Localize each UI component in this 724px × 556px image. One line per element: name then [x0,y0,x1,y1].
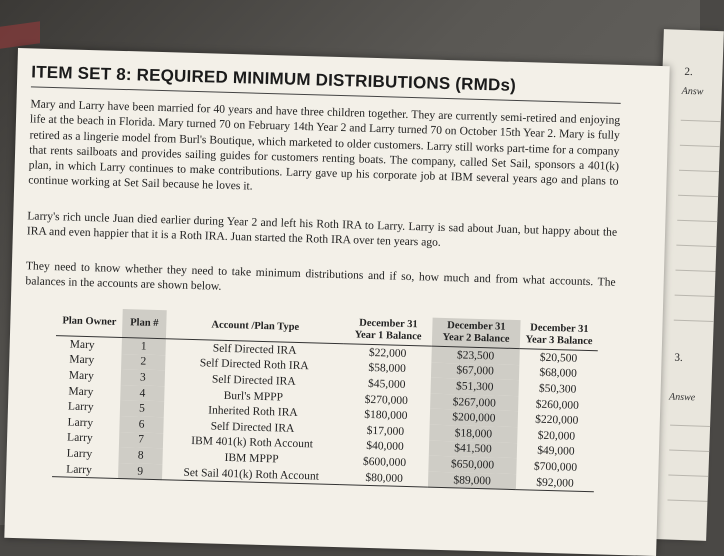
cell-year3-balance: $68,000 [539,367,577,381]
cell-year1-balance: $58,000 [368,362,407,376]
answer-line [679,170,719,172]
cell-account-type: Burl's MPPP [223,389,284,404]
cell-year2-balance: $23,500 [431,346,519,365]
cell-year3-balance: $49,000 [537,445,575,459]
cell-account-type: Set Sail 401(k) Roth Account [162,464,340,485]
answer-line [677,220,717,222]
cell-plan-number: 8 [118,447,162,464]
cell-year2-balance: $200,000 [430,409,518,427]
cell-owner: Larry [67,400,94,414]
cell-year1-balance: $45,000 [367,377,406,391]
cell-year2-balance: $267,000 [430,393,518,411]
cell-owner: Mary [68,385,94,398]
cell-year3-balance: $92,000 [516,474,594,492]
answer-line [675,270,715,272]
cell-plan-number: 3 [121,369,165,386]
answer-line [670,425,710,427]
cell-year1-balance: $270,000 [364,393,409,407]
cell-owner: Mary [69,353,95,367]
cell-owner: Larry [66,447,93,461]
cell-plan-number: 6 [119,416,163,433]
account-balances-table [52,307,599,492]
header-year2-balance: December 31 Year 2 Balance [432,318,521,349]
cell-owner: Larry [67,416,94,430]
cell-year2-balance: $89,000 [428,471,516,490]
item-set-title: ITEM SET 8: REQUIRED MINIMUM DISTRIBUTIONS (RMDs) [31,62,517,95]
cell-account-type: Self Directed IRA [211,373,296,388]
cell-plan-number: 4 [120,385,164,402]
cell-account-type: Inherited Roth IRA [208,404,298,420]
cell-account-type: IBM 401(k) Roth Account [191,435,314,451]
cell-year2-balance: $650,000 [428,456,516,474]
cell-year3-balance: $220,000 [535,413,579,427]
cell-year1-balance: $22,000 [368,346,407,360]
header-year1-balance: December 31 Year 1 Balance [344,315,433,346]
answer-line [669,450,709,452]
right-page-number-2: 2. [684,65,693,79]
cell-plan-number: 9 [118,463,162,480]
cell-account-type: IBM MPPP [224,451,279,466]
cell-plan-number: 1 [122,338,166,355]
cell-year1-balance: $17,000 [366,424,405,438]
cell-year3-balance: $260,000 [535,398,579,412]
answer-line [675,295,715,297]
cell-year2-balance: $67,000 [431,362,519,380]
answer-line [678,195,718,197]
textbook-page [4,48,669,556]
header-plan-number: Plan # [122,309,167,339]
cell-year1-balance: $80,000 [340,469,428,488]
cell-year1-balance: $180,000 [364,408,408,423]
answer-line [668,475,708,477]
answer-line [681,120,721,122]
header-account-type: Account /Plan Type [166,310,345,343]
cell-owner: Larry [52,461,118,479]
cell-year2-balance: $18,000 [429,425,517,443]
header-plan-owner: Plan Owner [56,307,123,337]
cell-year1-balance: $600,000 [362,455,407,469]
header-year3-balance: December 31 Year 3 Balance [520,320,599,351]
cell-year3-balance: $700,000 [533,460,578,474]
cell-plan-number: 2 [121,354,165,371]
cell-owner: Mary [68,369,94,383]
question-paragraph: They need to know whether they need to take minimum distributions and if so, how much and from what accounts. The balances in the accounts are shown below. [25,259,616,294]
intro-paragraph: Mary and Larry have been married for 40 years and have three children together. They are currently semi-retired and enjoying life at the beach in Florida. Mary turned 70 on February 14th Year 2 and Larry turned 70 on October 15th Year 2. Mary is fully retired as a lingerie model from Burl's Boutique, which marketed to older customers. Larry still works part-time for a company that rents sailboats and provides sailing guides for customers renting boats. The company, called Set Sail, sponsors a 401(k) plan, in which Larry continues to make contributions. Larry gave up his corporate job at IBM several years ago and plans to continue working at Set Sail because he loves it. [28,97,621,194]
answer-line [674,320,714,322]
cell-year3-balance: $20,000 [537,429,576,443]
right-page-number-3: 3. [674,351,683,364]
cell-account-type: Self Directed IRA [212,342,297,357]
cell-year3-balance: $50,300 [538,382,577,396]
cell-account-type: Self Directed IRA [210,420,295,435]
cell-plan-number: 5 [120,400,164,417]
right-page-answer-label: Answ [681,85,704,98]
cell-year2-balance: $51,300 [431,378,519,396]
cell-owner: Mary [69,338,95,352]
answer-line [667,500,707,502]
cell-plan-number: 7 [119,432,163,449]
inheritance-paragraph: Larry's rich uncle Juan died earlier during Year 2 and left his Roth IRA to Larry. Larry is sad about Juan, but happy about the IRA and even happier that it is a Roth IRA. Juan started the Roth IRA over ten years ago. [26,209,618,250]
cell-year2-balance: $41,500 [429,440,517,458]
answer-line [676,245,716,247]
right-page-answer-label: Answe [668,391,696,404]
cell-account-type: Self Directed Roth IRA [199,357,309,373]
answer-line [680,145,720,147]
cell-year3-balance: $20,500 [539,351,578,365]
cell-owner: Larry [66,431,93,445]
cell-year1-balance: $40,000 [366,440,404,454]
